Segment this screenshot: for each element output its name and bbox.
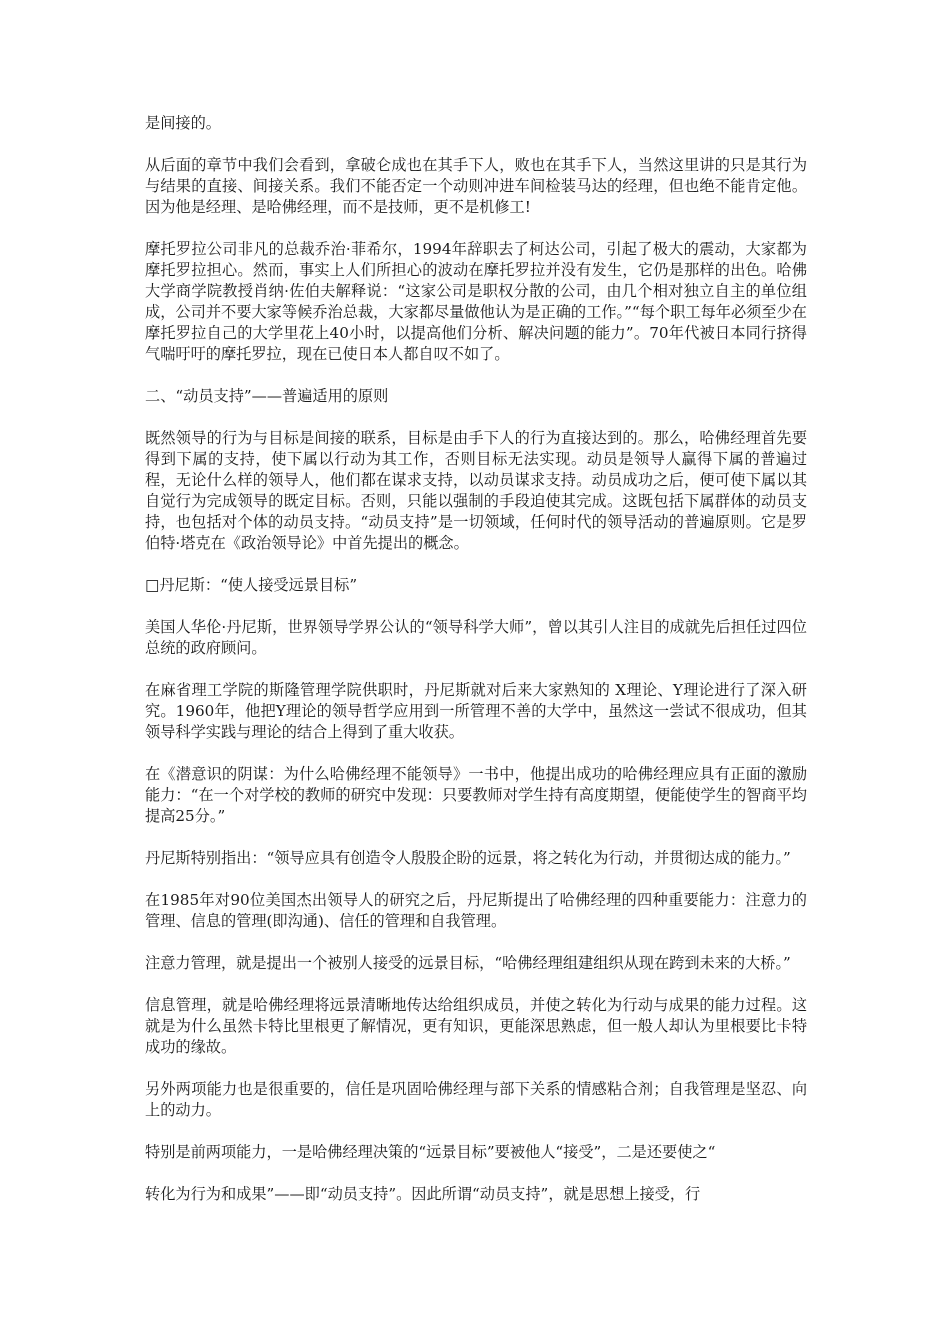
document-body	[145, 113, 807, 1226]
paragraph-4: 既然领导的行为与目标是间接的联系，目标是由手下人的行为直接达到的。那么，哈佛经理首先要得到下属的支持，使下属以行动为其工作，否则目标无法实现。动员是领导人赢得下属的普遍过程，无论什么样的领导人，他们都在谋求支持，以动员谋求支持。动员成功之后，便可使下属以其自觉行为完成领导的既定目标。否则，只能以强制的手段迫使其完成。这既包括下属群体的动员支持，也包括对个体的动员支持。“动员支持”是一切领域，任何时代的领导活动的普遍原则。它是罗伯特·塔克在《政治领导论》中首先提出的概念。	[145, 429, 807, 552]
paragraph-3: 摩托罗拉公司非凡的总裁乔治·菲希尔，1994年辞职去了柯达公司，引起了极大的震动，大家都为摩托罗拉担心。然而，事实上人们所担心的波动在摩托罗拉并没有发生，它仍是那样的出色。哈佛大学商学院教授肖纳·佐伯夫解释说：“这家公司是职权分散的公司，由几个相对独立自主的单位组成，公司并不要大家等候乔治总裁，大家都尽量做他认为是正确的工作。”“每个职工每年必须至少在摩托罗拉自己的大学里花上40小时，以提高他们分析、解决问题的能力”。70年代被日本同行挤得气喘吁吁的摩托罗拉，现在已使日本人都自叹不如了。	[145, 240, 807, 363]
paragraph-1: 是间接的。	[145, 114, 221, 132]
section-heading: 二、“动员支持”——普遍适用的原则	[145, 387, 389, 405]
paragraph-5: 美国人华伦·丹尼斯，世界领导学界公认的“领导科学大师”，曾以其引人注目的成就先后担任过四位总统的政府顾问。	[145, 618, 807, 657]
paragraph-6: 在麻省理工学院的斯隆管理学院供职时，丹尼斯就对后来大家熟知的 X理论、Y理论进行了深入研究。1960年，他把Y理论的领导哲学应用到一所管理不善的大学中，虽然这一尝试不很成功，但其领导科学实践与理论的结合上得到了重大收获。	[145, 681, 807, 741]
paragraph-10: 注意力管理，就是提出一个被别人接受的远景目标，“哈佛经理组建组织从现在跨到未来的大桥。”	[145, 954, 791, 972]
subsection-heading: □丹尼斯：“使人接受远景目标”	[145, 576, 358, 594]
paragraph-9: 在1985年对90位美国杰出领导人的研究之后，丹尼斯提出了哈佛经理的四种重要能力：注意力的管理、信息的管理(即沟通)、信任的管理和自我管理。	[145, 891, 807, 930]
paragraph-8: 丹尼斯特别指出：“领导应具有创造令人殷股企盼的远景，将之转化为行动，并贯彻达成的能力。”	[145, 849, 791, 867]
paragraph-2: 从后面的章节中我们会看到，拿破仑成也在其手下人，败也在其手下人，当然这里讲的只是其行为与结果的直接、间接关系。我们不能否定一个动则冲进车间检装马达的经理，但也绝不能肯定他。因为他是经理、是哈佛经理，而不是技师，更不是机修工!	[145, 156, 807, 216]
paragraph-7: 在《潜意识的阴谋：为什么哈佛经理不能领导》一书中，他提出成功的哈佛经理应具有正面的激励能力：“在一个对学校的教师的研究中发现：只要教师对学生持有高度期望，便能使学生的智商平均提高25分。”	[145, 765, 807, 825]
paragraph-12: 另外两项能力也是很重要的，信任是巩固哈佛经理与部下关系的情感粘合剂；自我管理是坚忍、向上的动力。	[145, 1080, 807, 1119]
paragraph-11: 信息管理，就是哈佛经理将远景清晰地传达给组织成员，并使之转化为行动与成果的能力过程。这就是为什么虽然卡特比里根更了解情况，更有知识，更能深思熟虑，但一般人却认为里根要比卡特成功的缘故。	[145, 996, 807, 1056]
paragraph-13: 特别是前两项能力，一是哈佛经理决策的“远景目标”要被他人“接受”，二是还要使之“	[145, 1143, 716, 1161]
paragraph-14: 转化为行为和成果”——即“动员支持”。因此所谓“动员支持”，就是思想上接受，行	[145, 1185, 701, 1203]
